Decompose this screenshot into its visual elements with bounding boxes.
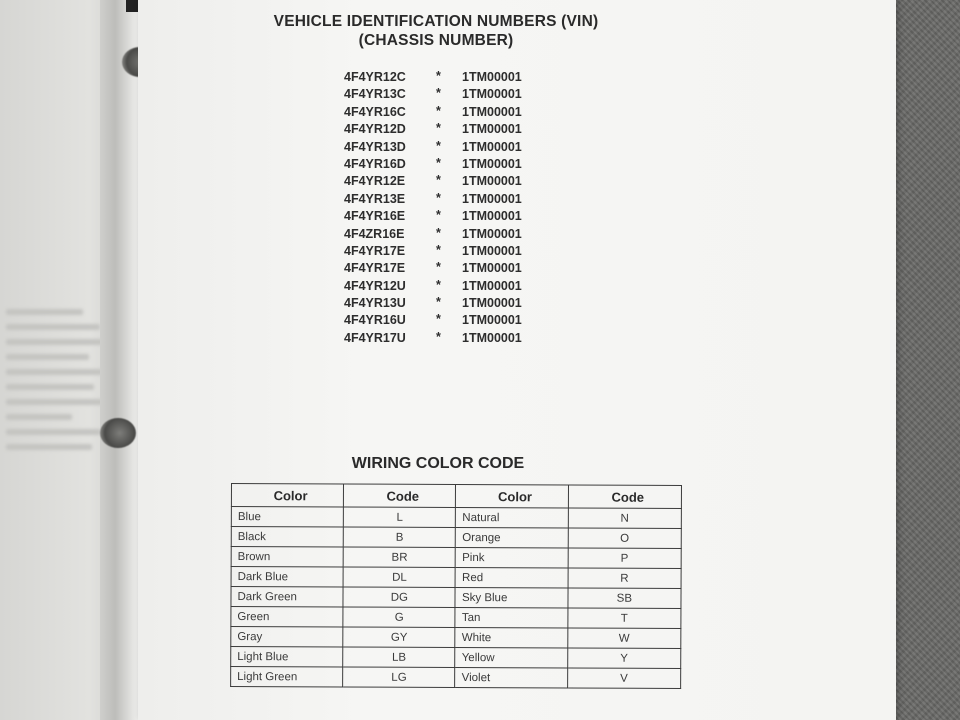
vin-model-code: 4F4YR16C bbox=[344, 104, 406, 119]
table-row bbox=[231, 527, 681, 549]
vin-asterisk: * bbox=[436, 138, 441, 153]
vin-chassis-number: 1TM00001 bbox=[462, 209, 522, 224]
wire-color-code: DL bbox=[343, 567, 455, 587]
vin-asterisk: * bbox=[436, 103, 441, 118]
header-code-1: Code bbox=[344, 484, 456, 507]
vin-model-code: 4F4YR12C bbox=[344, 70, 406, 84]
wire-color-code: N bbox=[568, 508, 681, 528]
wire-color-name: White bbox=[455, 627, 567, 647]
wire-color-code: G bbox=[343, 607, 455, 627]
wire-color-name: Red bbox=[456, 567, 568, 587]
vin-model-code: 4F4YR17E bbox=[344, 261, 406, 276]
wiring-table-header-row bbox=[231, 484, 681, 509]
vin-chassis-number: 1TM00001 bbox=[462, 330, 522, 345]
vin-chassis-number: 1TM00001 bbox=[462, 156, 522, 171]
vin-model-code: 4F4YR16D bbox=[344, 156, 406, 171]
wire-color-name: Sky Blue bbox=[455, 587, 567, 607]
wire-color-name: Blue bbox=[231, 507, 343, 527]
vin-model-code: 4F4ZR16E bbox=[344, 226, 405, 241]
vin-chassis-number: 1TM00001 bbox=[462, 226, 522, 241]
wire-color-code: L bbox=[344, 507, 456, 527]
vin-chassis-number: 1TM00001 bbox=[462, 174, 522, 189]
wire-color-name: Dark Green bbox=[231, 587, 343, 607]
wire-color-code: DG bbox=[343, 587, 455, 607]
vin-asterisk: * bbox=[436, 69, 441, 83]
vin-chassis-number: 1TM00001 bbox=[462, 122, 522, 137]
vin-asterisk: * bbox=[436, 155, 441, 170]
vin-chassis-number: 1TM00001 bbox=[462, 70, 522, 84]
vin-asterisk: * bbox=[436, 329, 441, 344]
binder-ring-middle bbox=[100, 418, 136, 448]
wire-color-name: Yellow bbox=[455, 647, 567, 667]
vin-chassis-number: 1TM00001 bbox=[462, 191, 522, 206]
vin-asterisk: * bbox=[436, 277, 441, 292]
wire-color-name: Pink bbox=[456, 547, 568, 567]
table-row bbox=[231, 567, 681, 589]
vin-model-code: 4F4YR13E bbox=[344, 191, 406, 206]
manual-page bbox=[138, 0, 896, 720]
table-row bbox=[231, 627, 681, 649]
wire-color-name: Orange bbox=[456, 527, 568, 547]
vin-model-code: 4F4YR17U bbox=[344, 330, 406, 345]
table-row bbox=[231, 507, 681, 529]
wire-color-code: Y bbox=[567, 648, 680, 668]
vin-model-code: 4F4YR16U bbox=[344, 313, 406, 328]
wire-color-code: SB bbox=[568, 588, 681, 608]
wire-color-name: Tan bbox=[455, 607, 567, 627]
wire-color-name: Gray bbox=[231, 627, 343, 647]
wire-color-code: V bbox=[567, 668, 680, 688]
vin-chassis-number: 1TM00001 bbox=[462, 261, 522, 276]
wire-color-code: B bbox=[343, 527, 455, 547]
wire-color-code: GY bbox=[343, 627, 455, 647]
vin-section-title bbox=[138, 12, 734, 50]
header-code-2: Code bbox=[568, 485, 681, 508]
vin-chassis-number: 1TM00001 bbox=[462, 87, 522, 102]
vin-asterisk: * bbox=[436, 242, 441, 257]
wire-color-code: P bbox=[568, 548, 681, 568]
vin-chassis-number: 1TM00001 bbox=[462, 313, 522, 328]
wire-color-code: R bbox=[568, 568, 681, 588]
wire-color-code: T bbox=[568, 608, 681, 628]
vin-asterisk: * bbox=[436, 173, 441, 188]
header-color-2: Color bbox=[456, 484, 568, 507]
wire-color-code: O bbox=[568, 528, 681, 548]
vin-model-code: 4F4YR16E bbox=[344, 209, 406, 224]
table-row bbox=[231, 547, 681, 569]
vin-model-code: 4F4YR13D bbox=[344, 139, 406, 154]
wire-color-name: Light Green bbox=[231, 667, 343, 687]
vin-chassis-number: 1TM00001 bbox=[462, 139, 522, 154]
wire-color-name: Black bbox=[231, 527, 343, 547]
vin-model-code: 4F4YR12U bbox=[344, 278, 406, 293]
wire-color-code: W bbox=[567, 628, 680, 648]
table-row bbox=[231, 667, 681, 689]
vin-asterisk: * bbox=[436, 190, 441, 205]
vin-title-line-2: (CHASSIS NUMBER) bbox=[358, 32, 514, 49]
vin-chassis-number: 1TM00001 bbox=[462, 243, 522, 258]
header-color-1: Color bbox=[231, 484, 343, 507]
vin-model-code: 4F4YR13U bbox=[344, 296, 406, 311]
vin-chassis-number: 1TM00001 bbox=[462, 278, 522, 293]
wire-color-name: Brown bbox=[231, 547, 343, 567]
vin-asterisk: * bbox=[436, 121, 441, 136]
wire-color-name: Violet bbox=[455, 667, 567, 687]
wire-color-code: LG bbox=[343, 667, 455, 687]
vin-asterisk: * bbox=[436, 86, 441, 101]
vin-model-code: 4F4YR12E bbox=[344, 174, 406, 189]
vin-title-line-1: VEHICLE IDENTIFICATION NUMBERS (VIN) bbox=[273, 13, 599, 30]
vin-asterisk: * bbox=[436, 295, 441, 310]
table-row bbox=[231, 607, 681, 629]
table-row bbox=[231, 647, 681, 669]
wire-color-name: Light Blue bbox=[231, 647, 343, 667]
wire-color-name: Natural bbox=[456, 507, 568, 527]
wire-color-name: Dark Blue bbox=[231, 567, 343, 587]
vin-asterisk: * bbox=[436, 208, 441, 223]
vin-asterisk: * bbox=[436, 225, 441, 240]
wiring-color-table bbox=[230, 483, 682, 689]
wire-color-code: LB bbox=[343, 647, 455, 667]
vin-model-code: 4F4YR17E bbox=[344, 243, 406, 258]
wire-color-name: Green bbox=[231, 607, 343, 627]
table-row bbox=[231, 587, 681, 609]
wire-color-code: BR bbox=[343, 547, 455, 567]
wiring-section-title: WIRING COLOR CODE bbox=[351, 455, 525, 472]
vin-asterisk: * bbox=[436, 312, 441, 327]
vin-chassis-number: 1TM00001 bbox=[462, 104, 522, 119]
vin-model-code: 4F4YR13C bbox=[344, 87, 406, 102]
page-binding bbox=[100, 0, 138, 720]
vin-chassis-number: 1TM00001 bbox=[462, 296, 522, 311]
vin-model-code: 4F4YR12D bbox=[344, 122, 406, 137]
vin-asterisk: * bbox=[436, 260, 441, 275]
